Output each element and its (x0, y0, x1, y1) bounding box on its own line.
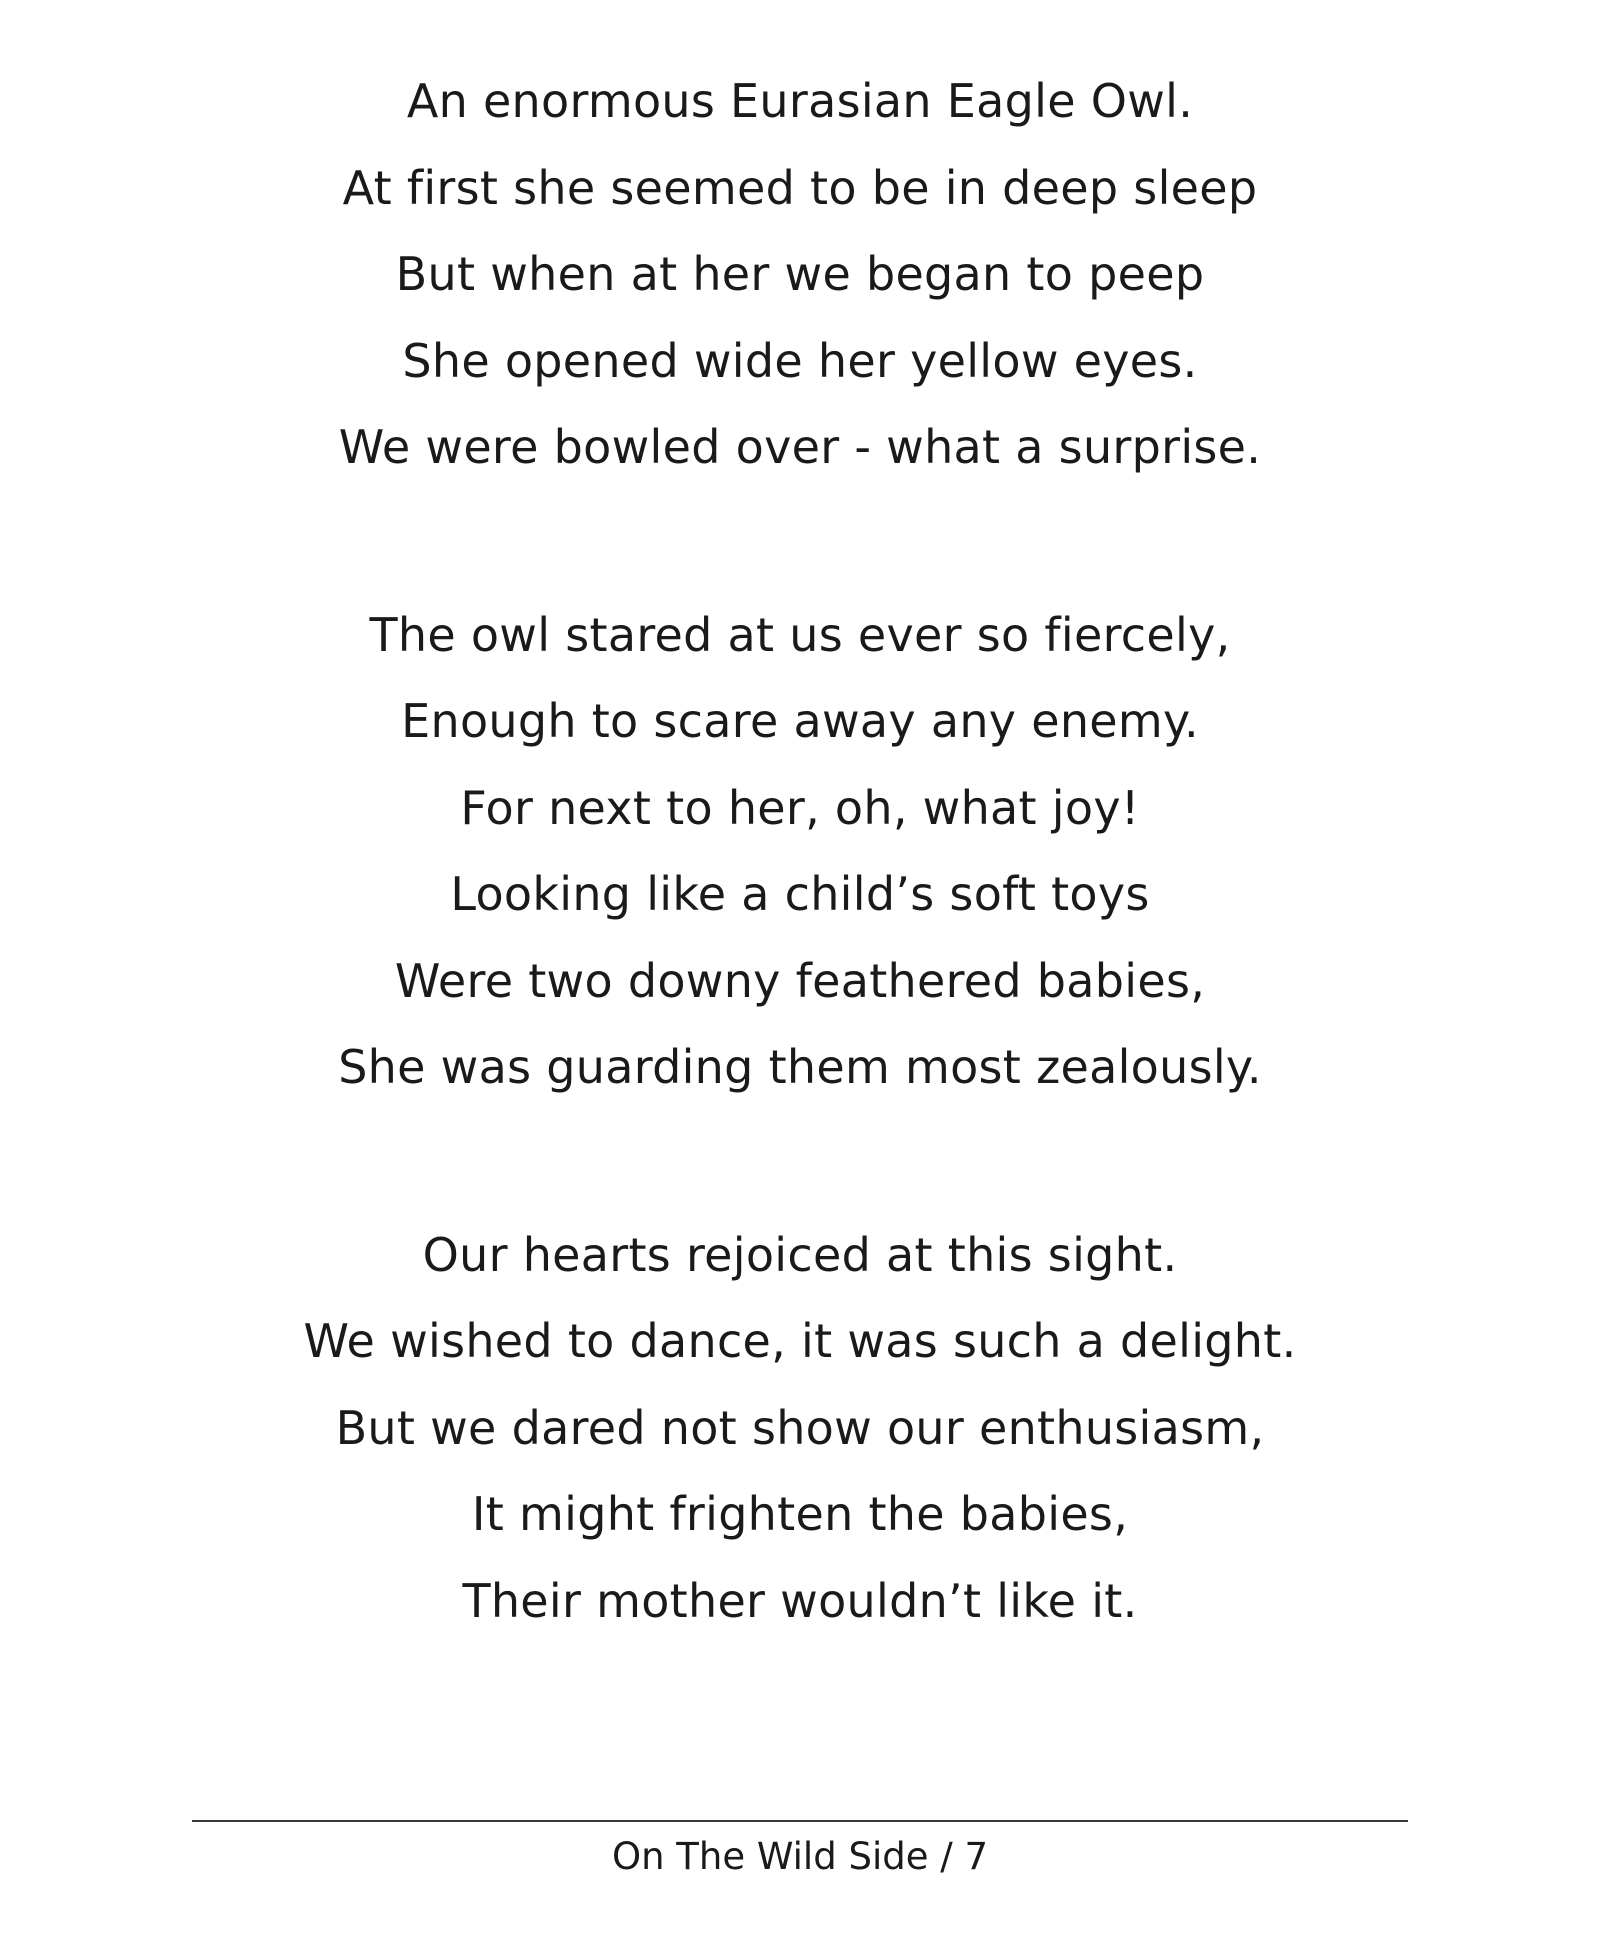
poem-line: At first she seemed to be in deep sleep (342, 160, 1258, 215)
poem-line: It might frighten the babies, (471, 1487, 1129, 1541)
poem-line: She was guarding them most zealously. (338, 1040, 1262, 1094)
poem-line: We were bowled over - what a surprise. (338, 420, 1262, 474)
poem-line: Enough to scare away any enemy. (401, 694, 1199, 748)
poem-line: But we dared not show our enthusiasm, (335, 1400, 1265, 1455)
poem-line: Our hearts rejoiced at this sight. (422, 1227, 1178, 1282)
poem-line: An enormous Eurasian Eagle Owl. (406, 74, 1194, 128)
poem (0, 58, 1600, 1644)
page-footer: On The Wild Side / 7 (611, 1835, 989, 1878)
poem-line: Were two downy feathered babies, (394, 953, 1206, 1008)
stanza-3 (0, 1212, 1600, 1645)
footer-divider (192, 1820, 1408, 1822)
stanza-1 (0, 58, 1600, 491)
poem-line: For next to her, oh, what joy! (460, 780, 1140, 835)
poem-line: Looking like a child’s soft toys (450, 867, 1150, 921)
poem-line: She opened wide her yellow eyes. (402, 333, 1198, 388)
poem-line: Their mother wouldn’t like it. (462, 1573, 1138, 1628)
stanza-2 (0, 592, 1600, 1111)
poem-line: But when at her we began to peep (395, 247, 1205, 301)
poem-line: The owl stared at us ever so fiercely, (369, 607, 1231, 662)
poem-line: We wished to dance, it was such a delight. (303, 1314, 1297, 1368)
